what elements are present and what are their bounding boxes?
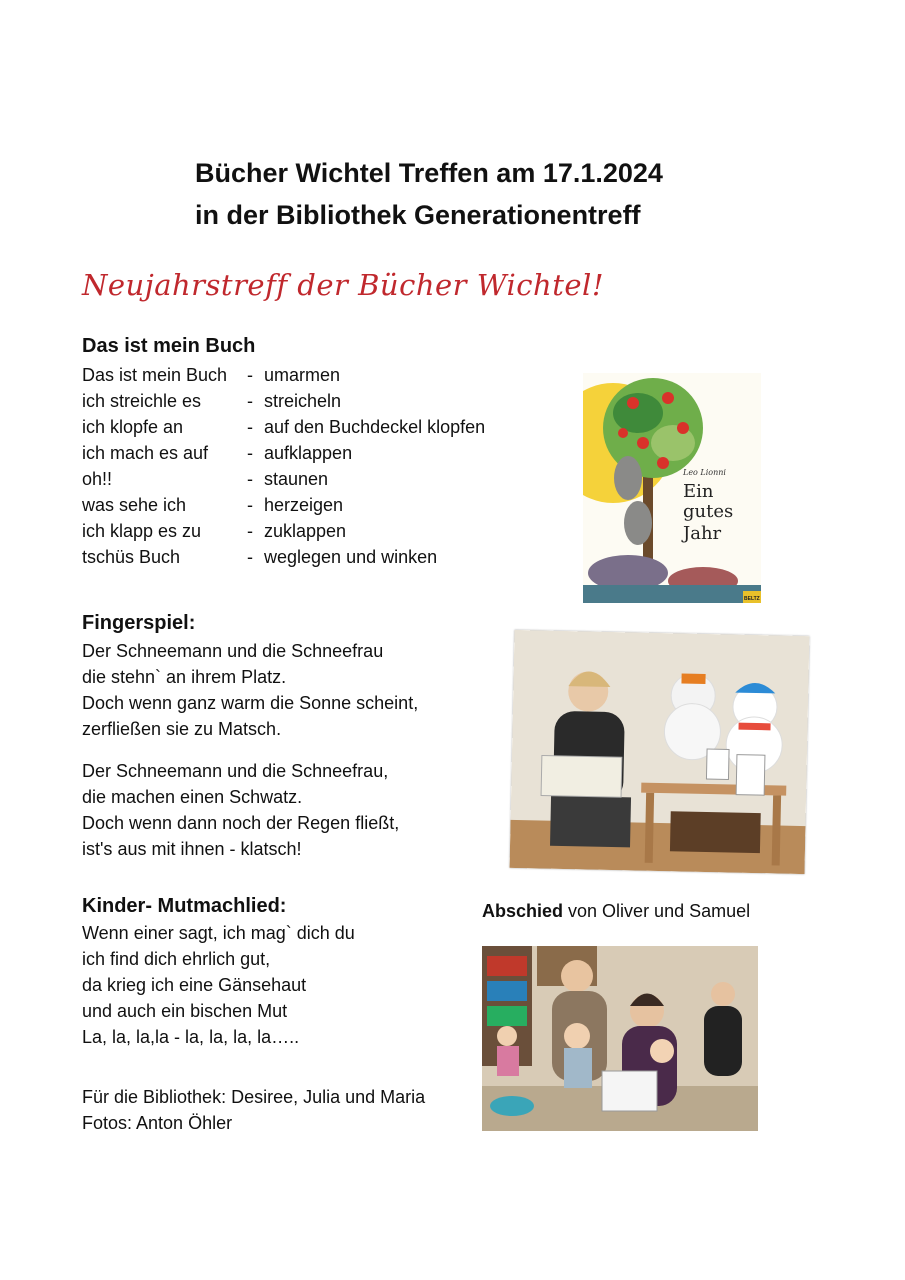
verse-row [82,466,485,492]
stanza-line: Doch wenn dann noch der Regen fließt, [82,813,400,833]
verse-row [82,440,485,466]
verse-action: weglegen und winken [264,547,438,567]
stanza-line: Der Schneemann und die Schneefrau, [82,761,389,781]
song-line: La, la, la,la - la, la, la, la….. [82,1027,300,1047]
book-title-1: Ein [683,481,714,502]
title-line-1: Bücher Wichtel Treffen am 17.1.2024 [195,158,663,188]
page-title [195,152,663,236]
verse-row [82,414,485,440]
stanza-line: die machen einen Schwatz. [82,787,303,807]
stanza-line: ist's aus mit ihnen - klatsch! [82,839,302,859]
verse-action: zuklappen [264,521,347,541]
stanza-line: Doch wenn ganz warm die Sonne scheint, [82,693,419,713]
verse-action: staunen [264,469,329,489]
verse-text: ich mach es auf [82,443,209,463]
book-title-2: gutes [683,501,734,522]
farewell-rest: von Oliver und Samuel [563,901,751,921]
verse-text: Das ist mein Buch [82,365,228,385]
credits-photos: Fotos: Anton Öhler [82,1113,233,1133]
book-author: Leo Lionni [683,468,726,477]
verse-action: herzeigen [264,495,344,515]
subtitle: Neujahrstreff der Bücher Wichtel! [82,268,604,302]
verse-row [82,544,485,570]
dash: - [247,547,253,567]
stanza-line: zerfließen sie zu Matsch. [82,719,282,739]
verse-action: aufklappen [264,443,353,463]
dash: - [247,469,253,489]
verse-row [82,362,485,388]
verse-row [82,492,485,518]
verse-action: umarmen [264,365,341,385]
song-line: und auch ein bischen Mut [82,1001,288,1021]
dash: - [247,417,253,437]
farewell-bold: Abschied [482,901,564,921]
book-cover-image [583,373,761,603]
verse-text: was sehe ich [82,495,187,515]
farewell-caption [482,901,750,922]
song-line: ich find dich ehrlich gut, [82,949,271,969]
verse-text: ich klapp es zu [82,521,202,541]
stanza-line: die stehn` an ihrem Platz. [82,667,287,687]
verse-text: oh!! [82,469,113,489]
song-line: da krieg ich eine Gänsehaut [82,975,307,995]
dash: - [247,443,253,463]
verse-text: ich klopfe an [82,417,184,437]
dash: - [247,521,253,541]
stanza-1 [82,638,418,742]
section-heading-mutmachlied: Kinder- Mutmachlied: [82,895,287,917]
photo-farewell [482,946,758,1131]
song-lines [82,920,355,1050]
stanza-2 [82,758,399,862]
section-heading-buch: Das ist mein Buch [82,335,256,357]
section-heading-fingerspiel: Fingerspiel: [82,612,196,634]
verse-table [82,362,485,570]
book-title-3: Jahr [683,523,722,544]
dash: - [247,391,253,411]
dash: - [247,365,253,385]
song-line: Wenn einer sagt, ich mag` dich du [82,923,355,943]
verse-row [82,518,485,544]
publisher-logo: BELTZ [744,596,760,602]
verse-text: ich streichle es [82,391,202,411]
photo-reading-snowmen [510,630,810,874]
verse-action: streicheln [264,391,342,411]
credits-library: Für die Bibliothek: Desiree, Julia und Maria [82,1087,426,1107]
title-line-2: in der Bibliothek Generationentreff [195,200,641,230]
stanza-line: Der Schneemann und die Schneefrau [82,641,384,661]
dash: - [247,495,253,515]
verse-text: tschüs Buch [82,547,181,567]
verse-row [82,388,485,414]
verse-action: auf den Buchdeckel klopfen [264,417,486,437]
credits [82,1084,425,1136]
